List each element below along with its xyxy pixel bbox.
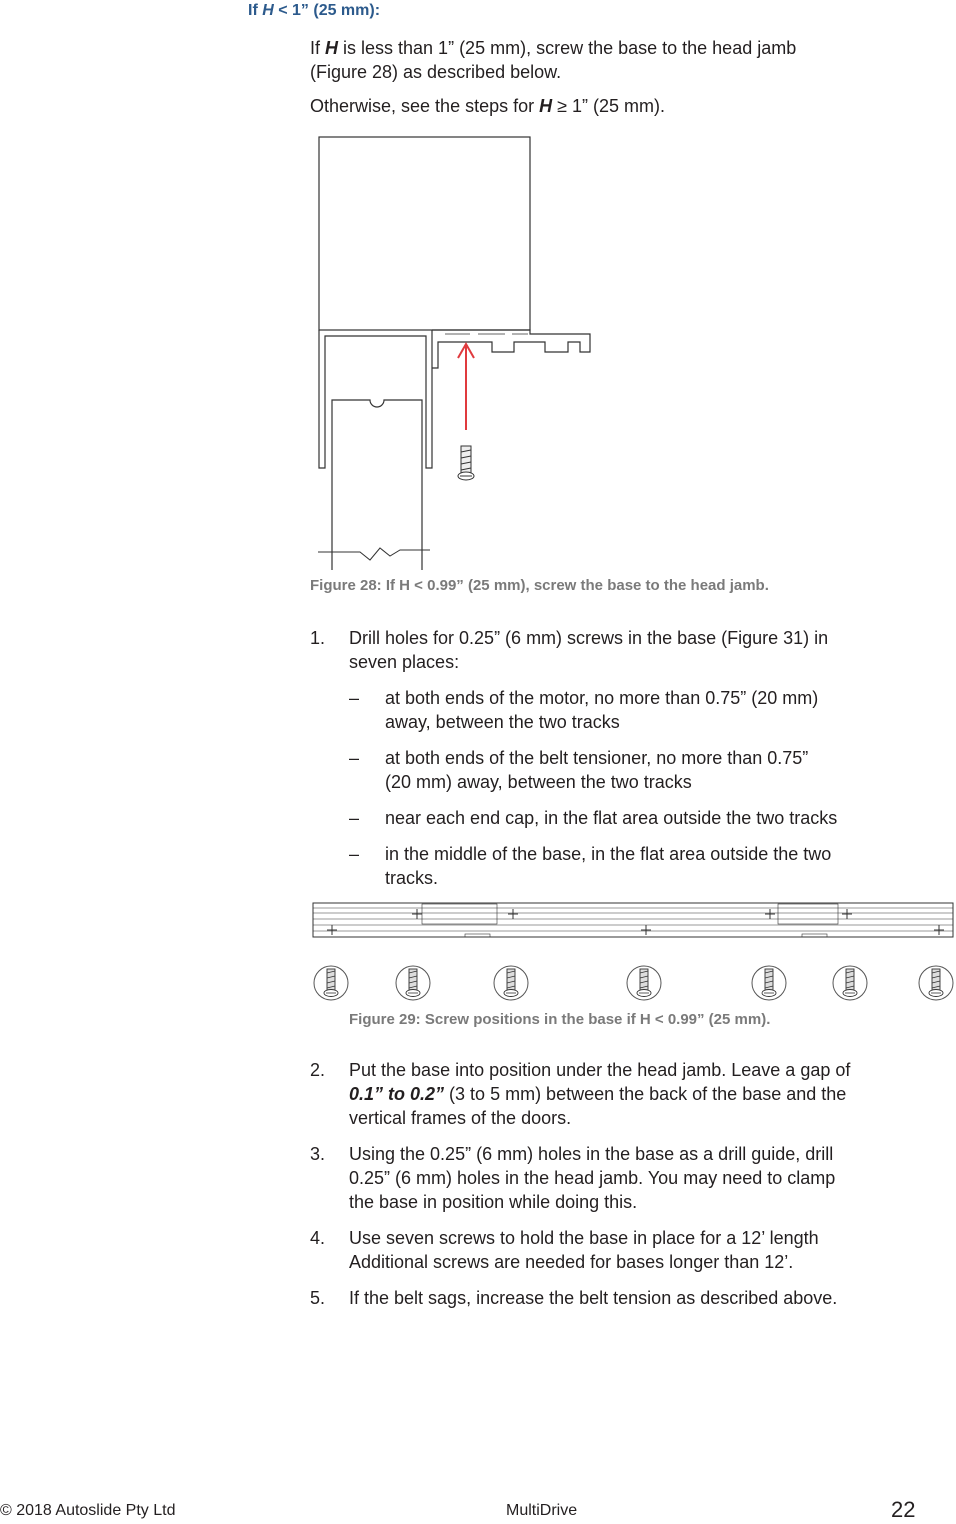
bullet-dash: – xyxy=(349,688,360,708)
step-3-number: 3. xyxy=(310,1144,326,1164)
intro-paragraph-1: If H is less than 1” (25 mm), screw the base to the head jamb (Figure 28) as described below. xyxy=(310,38,797,82)
bullet-dash: – xyxy=(349,808,360,828)
section-heading: If H < 1” (25 mm): xyxy=(248,2,381,19)
bullet-dash: – xyxy=(349,844,360,864)
screw-icon xyxy=(314,966,348,1000)
screw-icon xyxy=(752,966,786,1000)
bullet-item: at both ends of the motor, no more than 0.75” (20 mm) away, between the two tracks xyxy=(385,688,819,732)
step-4-text: Use seven screws to hold the base in place for a 12’ length Additional screws are needed for bases longer than 12’. xyxy=(349,1228,819,1272)
figure-29-base-drawing xyxy=(310,898,956,942)
footer-copyright: © 2018 Autoslide Pty Ltd xyxy=(0,1502,176,1519)
figure-29-caption: Figure 29: Screw positions in the base if H < 0.99” (25 mm). xyxy=(349,1011,771,1028)
step-1-text: Drill holes for 0.25” (6 mm) screws in the base (Figure 31) in seven places: xyxy=(349,628,829,672)
figure-28-caption: Figure 28: If H < 0.99” (25 mm), screw the base to the head jamb. xyxy=(310,577,769,594)
step-2-text: Put the base into position under the head jamb. Leave a gap of 0.1” to 0.2” (3 to 5 mm) between the back of the base and the vertical frames of the doors. xyxy=(349,1060,851,1128)
bullet-item: in the middle of the base, in the flat area outside the two tracks. xyxy=(385,844,832,888)
figure-28-drawing xyxy=(300,130,620,570)
screw-icon xyxy=(494,966,528,1000)
screw-icon xyxy=(396,966,430,1000)
bullet-dash: – xyxy=(349,748,360,768)
bullet-item: near each end cap, in the flat area outside the two tracks xyxy=(385,808,838,828)
screw-icon xyxy=(919,966,953,1000)
screw-icon xyxy=(458,446,474,480)
page-number: 22 xyxy=(891,1497,916,1522)
arrow-icon xyxy=(458,344,474,430)
screw-icon xyxy=(833,966,867,1000)
step-1-number: 1. xyxy=(310,628,326,648)
step-3-text: Using the 0.25” (6 mm) holes in the base as a drill guide, drill 0.25” (6 mm) holes in the head jamb. You may need to clamp the base in position while doing this. xyxy=(349,1144,836,1212)
footer-product: MultiDrive xyxy=(506,1502,578,1519)
screw-icon xyxy=(627,966,661,1000)
step-4-number: 4. xyxy=(310,1228,326,1248)
bullet-item: at both ends of the belt tensioner, no more than 0.75” (20 mm) away, between the two tracks xyxy=(385,748,809,792)
intro-paragraph-2: Otherwise, see the steps for H ≥ 1” (25 mm). xyxy=(310,96,665,116)
figure-29-screws xyxy=(310,962,956,1004)
step-5-number: 5. xyxy=(310,1288,326,1308)
step-5-text: If the belt sags, increase the belt tension as described above. xyxy=(349,1288,838,1308)
step-2-number: 2. xyxy=(310,1060,326,1080)
